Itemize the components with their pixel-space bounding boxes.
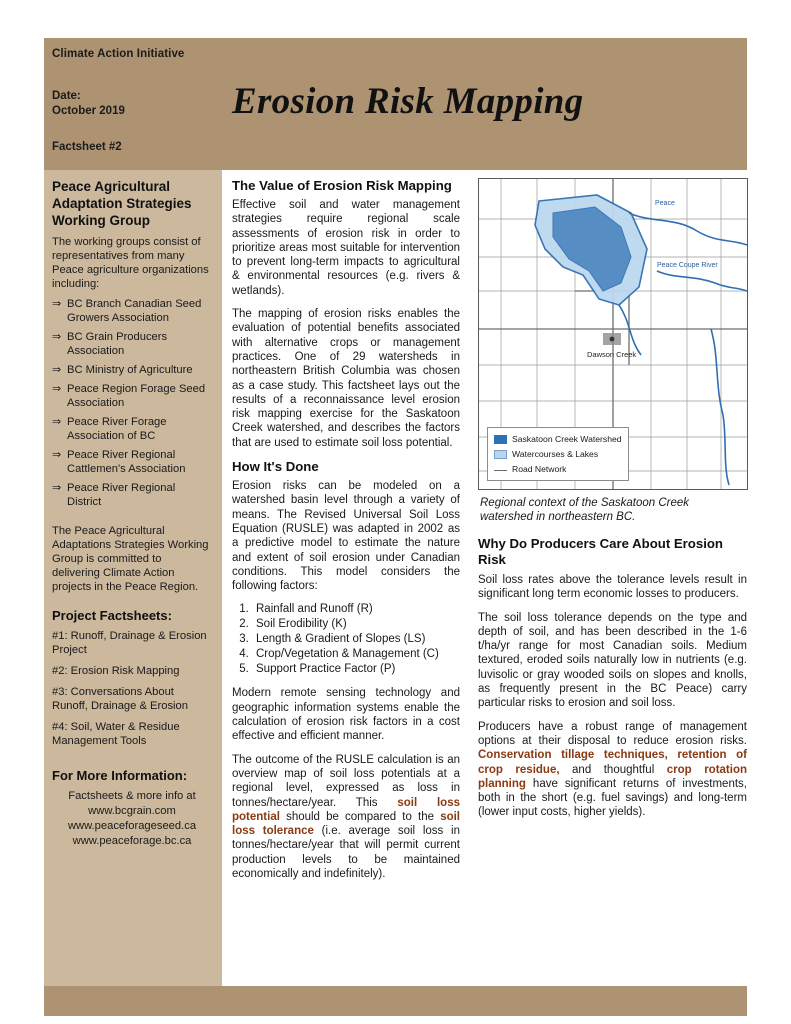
list-item: [52, 297, 212, 325]
text-run: The outcome of the RUSLE calculation is an overview map of soil loss potentials at a regional level, expressed as loss in tonnes/hectare/year. This: [232, 753, 460, 809]
arrow-icon: ⇒: [52, 482, 62, 494]
legend-row-water: [494, 448, 622, 460]
paragraph: Modern remote sensing technology and geographic information systems enable the calculation of erosion risk factors in a cost effective and efficient manner.: [232, 687, 460, 743]
section-title-why: Why Do Producers Care About Erosion Risk: [478, 536, 723, 567]
member-label: Peace Region Forage Seed Association: [67, 383, 206, 409]
right-column: [470, 170, 747, 986]
more-info-line: Factsheets & more info at: [68, 790, 196, 802]
sidebar-commitment: The Peace Agricultural Adaptations Strategies Working Group is committed to delivering Climate Action projects in the Peace Region.: [52, 525, 209, 593]
arrow-icon: ⇒: [52, 416, 62, 428]
list-item[interactable]: #2: Erosion Risk Mapping: [52, 665, 180, 677]
paragraph: The mapping of erosion risks enables the evaluation of potential benefits associated with alternative crops or management practices. One of 29 watersheds in northeastern British Columbia was chosen as a case study. This factsheet lays out the results of a reconnaissance level erosion risk mapping exercise for the Saskatoon Creek watershed, and describes the factors that are used to estimate soil loss potential.: [232, 308, 460, 449]
link-bcgrain[interactable]: www.bcgrain.com: [88, 805, 176, 817]
map-caption: Regional context of the Saskatoon Creek watershed in northeastern BC.: [480, 497, 690, 523]
list-item: [52, 330, 212, 358]
watershed-swatch-icon: [494, 435, 507, 444]
footer-band: [44, 986, 747, 1016]
list-item: 1. Rainfall and Runoff (R): [252, 602, 460, 617]
text-run: (i.e. average soil loss in tonnes/hectare/year that will permit current production levels to be maintained economically and indefinitely).: [232, 825, 460, 880]
spacer: [52, 514, 212, 524]
member-label: BC Branch Canadian Seed Growers Association: [67, 298, 202, 324]
date-value: October 2019: [52, 105, 125, 117]
member-label: BC Ministry of Agriculture: [67, 364, 193, 376]
paragraph-outcome: [232, 753, 460, 882]
sidebar-intro: The working groups consist of representatives from many Peace agriculture organizations including:: [52, 236, 209, 290]
factor-list: [232, 602, 460, 677]
more-info-block: [52, 789, 212, 849]
body-columns: [44, 170, 747, 986]
sidebar: [44, 170, 222, 986]
date-label: Date:: [52, 90, 81, 102]
highlight-soil-loss-tolerance: soil loss tolerance: [232, 810, 460, 838]
paragraph: Soil loss rates above the tolerance levels result in significant long term economic losses to producers.: [478, 574, 747, 601]
map-legend: [487, 427, 629, 481]
list-item: 5. Support Practice Factor (P): [252, 662, 460, 677]
text-run: and thoughtful: [559, 763, 667, 776]
list-item[interactable]: #3: Conversations About Runoff, Drainage & Erosion: [52, 686, 188, 712]
legend-label: Watercourses & Lakes: [512, 449, 599, 459]
list-item: [52, 415, 212, 443]
paragraph: Erosion risks can be modeled on a watershed basin level through a variety of means. The Revised Universal Soil Loss Equation (RUSLE) was adapted in 2002 as a predictive model to estimate the nature and extent of soil erosion under Canadian conditions. This model considers the following factors:: [232, 480, 460, 593]
list-item: [52, 481, 212, 509]
legend-row-roads: [494, 463, 622, 475]
arrow-icon: ⇒: [52, 383, 62, 395]
list-item[interactable]: #1: Runoff, Drainage & Erosion Project: [52, 630, 207, 656]
list-item: [52, 382, 212, 410]
list-item: 3. Length & Gradient of Slopes (LS): [252, 632, 460, 647]
paragraph: The soil loss tolerance depends on the type and depth of soil, and has been described in the 1-6 t/ha/yr range for most Canadian soils. Medium textured, eroded soils naturally low in nutrients (e.g. luvisolic or gray wooded soils on slopes and knolls, as frequently present in the BC Peace) carry particular risks to erosion and soil loss.: [478, 611, 747, 710]
highlight-crop-rotation: crop rotation planning: [478, 763, 747, 790]
member-label: Peace River Forage Association of BC: [67, 416, 167, 442]
legend-label: Road Network: [512, 464, 567, 474]
date-block: [52, 89, 212, 119]
sidebar-factsheets-title: Project Factsheets:: [52, 608, 172, 623]
arrow-icon: ⇒: [52, 364, 62, 376]
list-item: 2. Soil Erodibility (K): [252, 617, 460, 632]
text-run: have significant returns of investments, both in the short (e.g. fuel savings) and long-term (lower input costs, higher yields).: [478, 777, 747, 819]
svg-text:Dawson Creek: Dawson Creek: [587, 350, 637, 359]
factsheet-number: Factsheet #2: [52, 141, 122, 153]
header-right: [222, 38, 747, 170]
paragraph: Effective soil and water management strategies require regional scale assessments of erosion risk in order to prioritize areas most suitable for intervention to prevent long-term impacts to agricultural & environmental resources (e.g. rivers & wetlands).: [232, 199, 460, 297]
sidebar-factsheet-list: [52, 629, 212, 748]
link-peaceforage[interactable]: www.peaceforage.bc.ca: [72, 835, 192, 847]
list-item[interactable]: #4: Soil, Water & Residue Management Tools: [52, 721, 180, 747]
page-title: Erosion Risk Mapping: [232, 81, 584, 122]
main-column: [222, 170, 470, 986]
header-left: [44, 38, 222, 170]
lake-swatch-icon: [494, 450, 507, 459]
road-line-icon: [494, 470, 507, 472]
list-item: [52, 363, 212, 377]
header-band: [44, 38, 747, 170]
text-run: should be compared to the: [279, 810, 441, 823]
list-item: [52, 448, 212, 476]
organization-name: Climate Action Initiative: [52, 48, 185, 60]
legend-row-watershed: [494, 433, 622, 445]
svg-text:Peace: Peace: [655, 200, 675, 207]
arrow-icon: ⇒: [52, 298, 62, 310]
highlight-conservation-tillage: Conservation tillage techniques, retention of crop residue,: [478, 749, 747, 776]
legend-label: Saskatoon Creek Watershed: [512, 434, 622, 444]
svg-text:Peace Coupe River: Peace Coupe River: [657, 262, 718, 269]
member-label: BC Grain Producers Association: [67, 331, 168, 357]
section-title-how: How It's Done: [232, 459, 319, 475]
factsheet-sheet: [44, 38, 747, 986]
regional-map: [478, 178, 748, 490]
member-label: Peace River Regional District: [67, 482, 176, 508]
member-label: Peace River Regional Cattlemen's Association: [67, 449, 186, 475]
paragraph-management: [478, 720, 747, 820]
sidebar-member-list: [52, 297, 212, 509]
text-run: Producers have a robust range of management options at their disposal to reduce erosion risks.: [478, 720, 747, 747]
link-peaceforageseed[interactable]: www.peaceforageseed.ca: [67, 820, 197, 832]
more-info-title: For More Information:: [52, 768, 188, 783]
section-title-value: The Value of Erosion Risk Mapping: [232, 178, 452, 193]
arrow-icon: ⇒: [52, 449, 62, 461]
highlight-soil-loss-potential: soil loss potential: [232, 796, 460, 823]
list-item: 4. Crop/Vegetation & Management (C): [252, 647, 460, 662]
arrow-icon: ⇒: [52, 331, 62, 343]
sidebar-group-title: Peace Agricultural Adaptation Strategies Working Group: [52, 179, 192, 228]
